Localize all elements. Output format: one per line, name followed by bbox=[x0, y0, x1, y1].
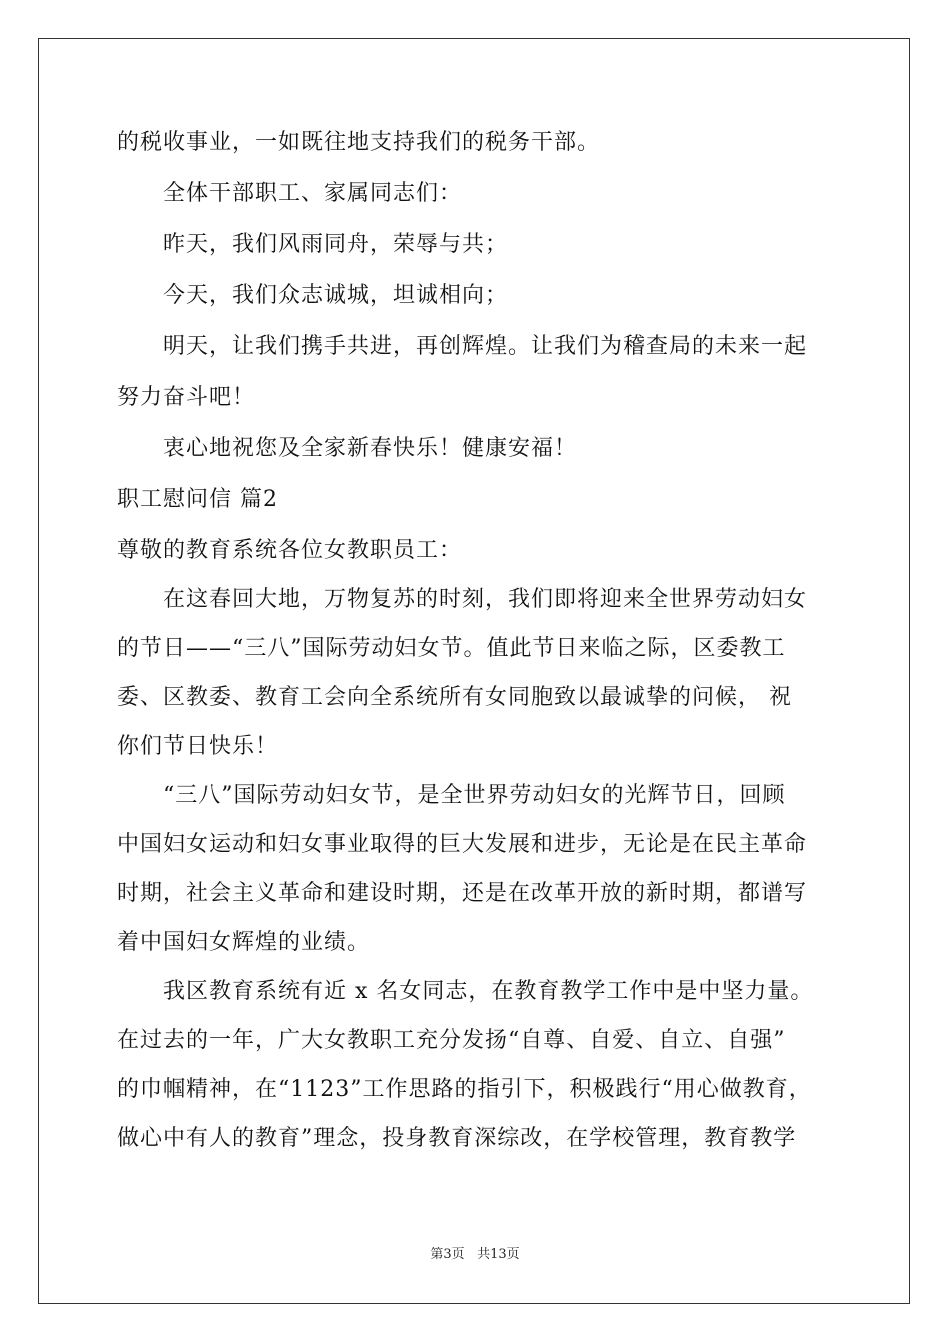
text-line: 中国妇女运动和妇女事业取得的巨大发展和进步，无论是在民主革命 bbox=[117, 832, 808, 857]
text-line: 着中国妇女辉煌的业绩。 bbox=[117, 930, 371, 955]
text-line: 我区教育系统有近 x 名女同志，在教育教学工作中是中坚力量。 bbox=[163, 979, 814, 1004]
text-line: 在过去的一年，广大女教职工充分发扬“自尊、自爱、自立、自强” bbox=[117, 1028, 786, 1053]
text-line: 时期，社会主义革命和建设时期，还是在改革开放的新时期，都谱写 bbox=[117, 881, 808, 906]
text-line: 你们节日快乐！ bbox=[117, 734, 279, 759]
text-line: “三八”国际劳动妇女节，是全世界劳动妇女的光辉节日，回顾 bbox=[163, 783, 786, 808]
text-line: 的税收事业，一如既往地支持我们的税务干部。 bbox=[117, 130, 601, 155]
text-line: 的巾帼精神，在“1123”工作思路的指引下，积极践行“用心做教育， bbox=[117, 1077, 812, 1102]
page-number: 第3页 bbox=[430, 1247, 465, 1262]
text-line: 今天，我们众志诚城，坦诚相向； bbox=[163, 283, 509, 308]
text-line: 委、区教委、教育工会向全系统所有女同胞致以最诚挚的问候， 祝 bbox=[117, 685, 792, 710]
text-line: 努力奋斗吧！ bbox=[117, 385, 256, 410]
text-line: 的节日——“三八”国际劳动妇女节。值此节日来临之际，区委教工 bbox=[117, 636, 786, 661]
page-footer bbox=[0, 1246, 950, 1264]
text-line: 明天，让我们携手共进，再创辉煌。让我们为稽查局的未来一起 bbox=[163, 334, 808, 359]
page-border bbox=[38, 38, 910, 1304]
text-line: 全体干部职工、家属同志们： bbox=[163, 181, 463, 206]
text-line: 职工慰问信 篇2 bbox=[117, 487, 278, 512]
page-total: 共13页 bbox=[477, 1247, 520, 1262]
text-line: 尊敬的教育系统各位女教职员工： bbox=[117, 538, 463, 563]
text-line: 昨天，我们风雨同舟，荣辱与共； bbox=[163, 232, 509, 257]
text-line: 在这春回大地，万物复苏的时刻，我们即将迎来全世界劳动妇女 bbox=[163, 587, 808, 612]
text-line: 衷心地祝您及全家新春快乐！健康安福！ bbox=[163, 436, 578, 461]
text-line: 做心中有人的教育”理念，投身教育深综改，在学校管理，教育教学 bbox=[117, 1126, 797, 1151]
